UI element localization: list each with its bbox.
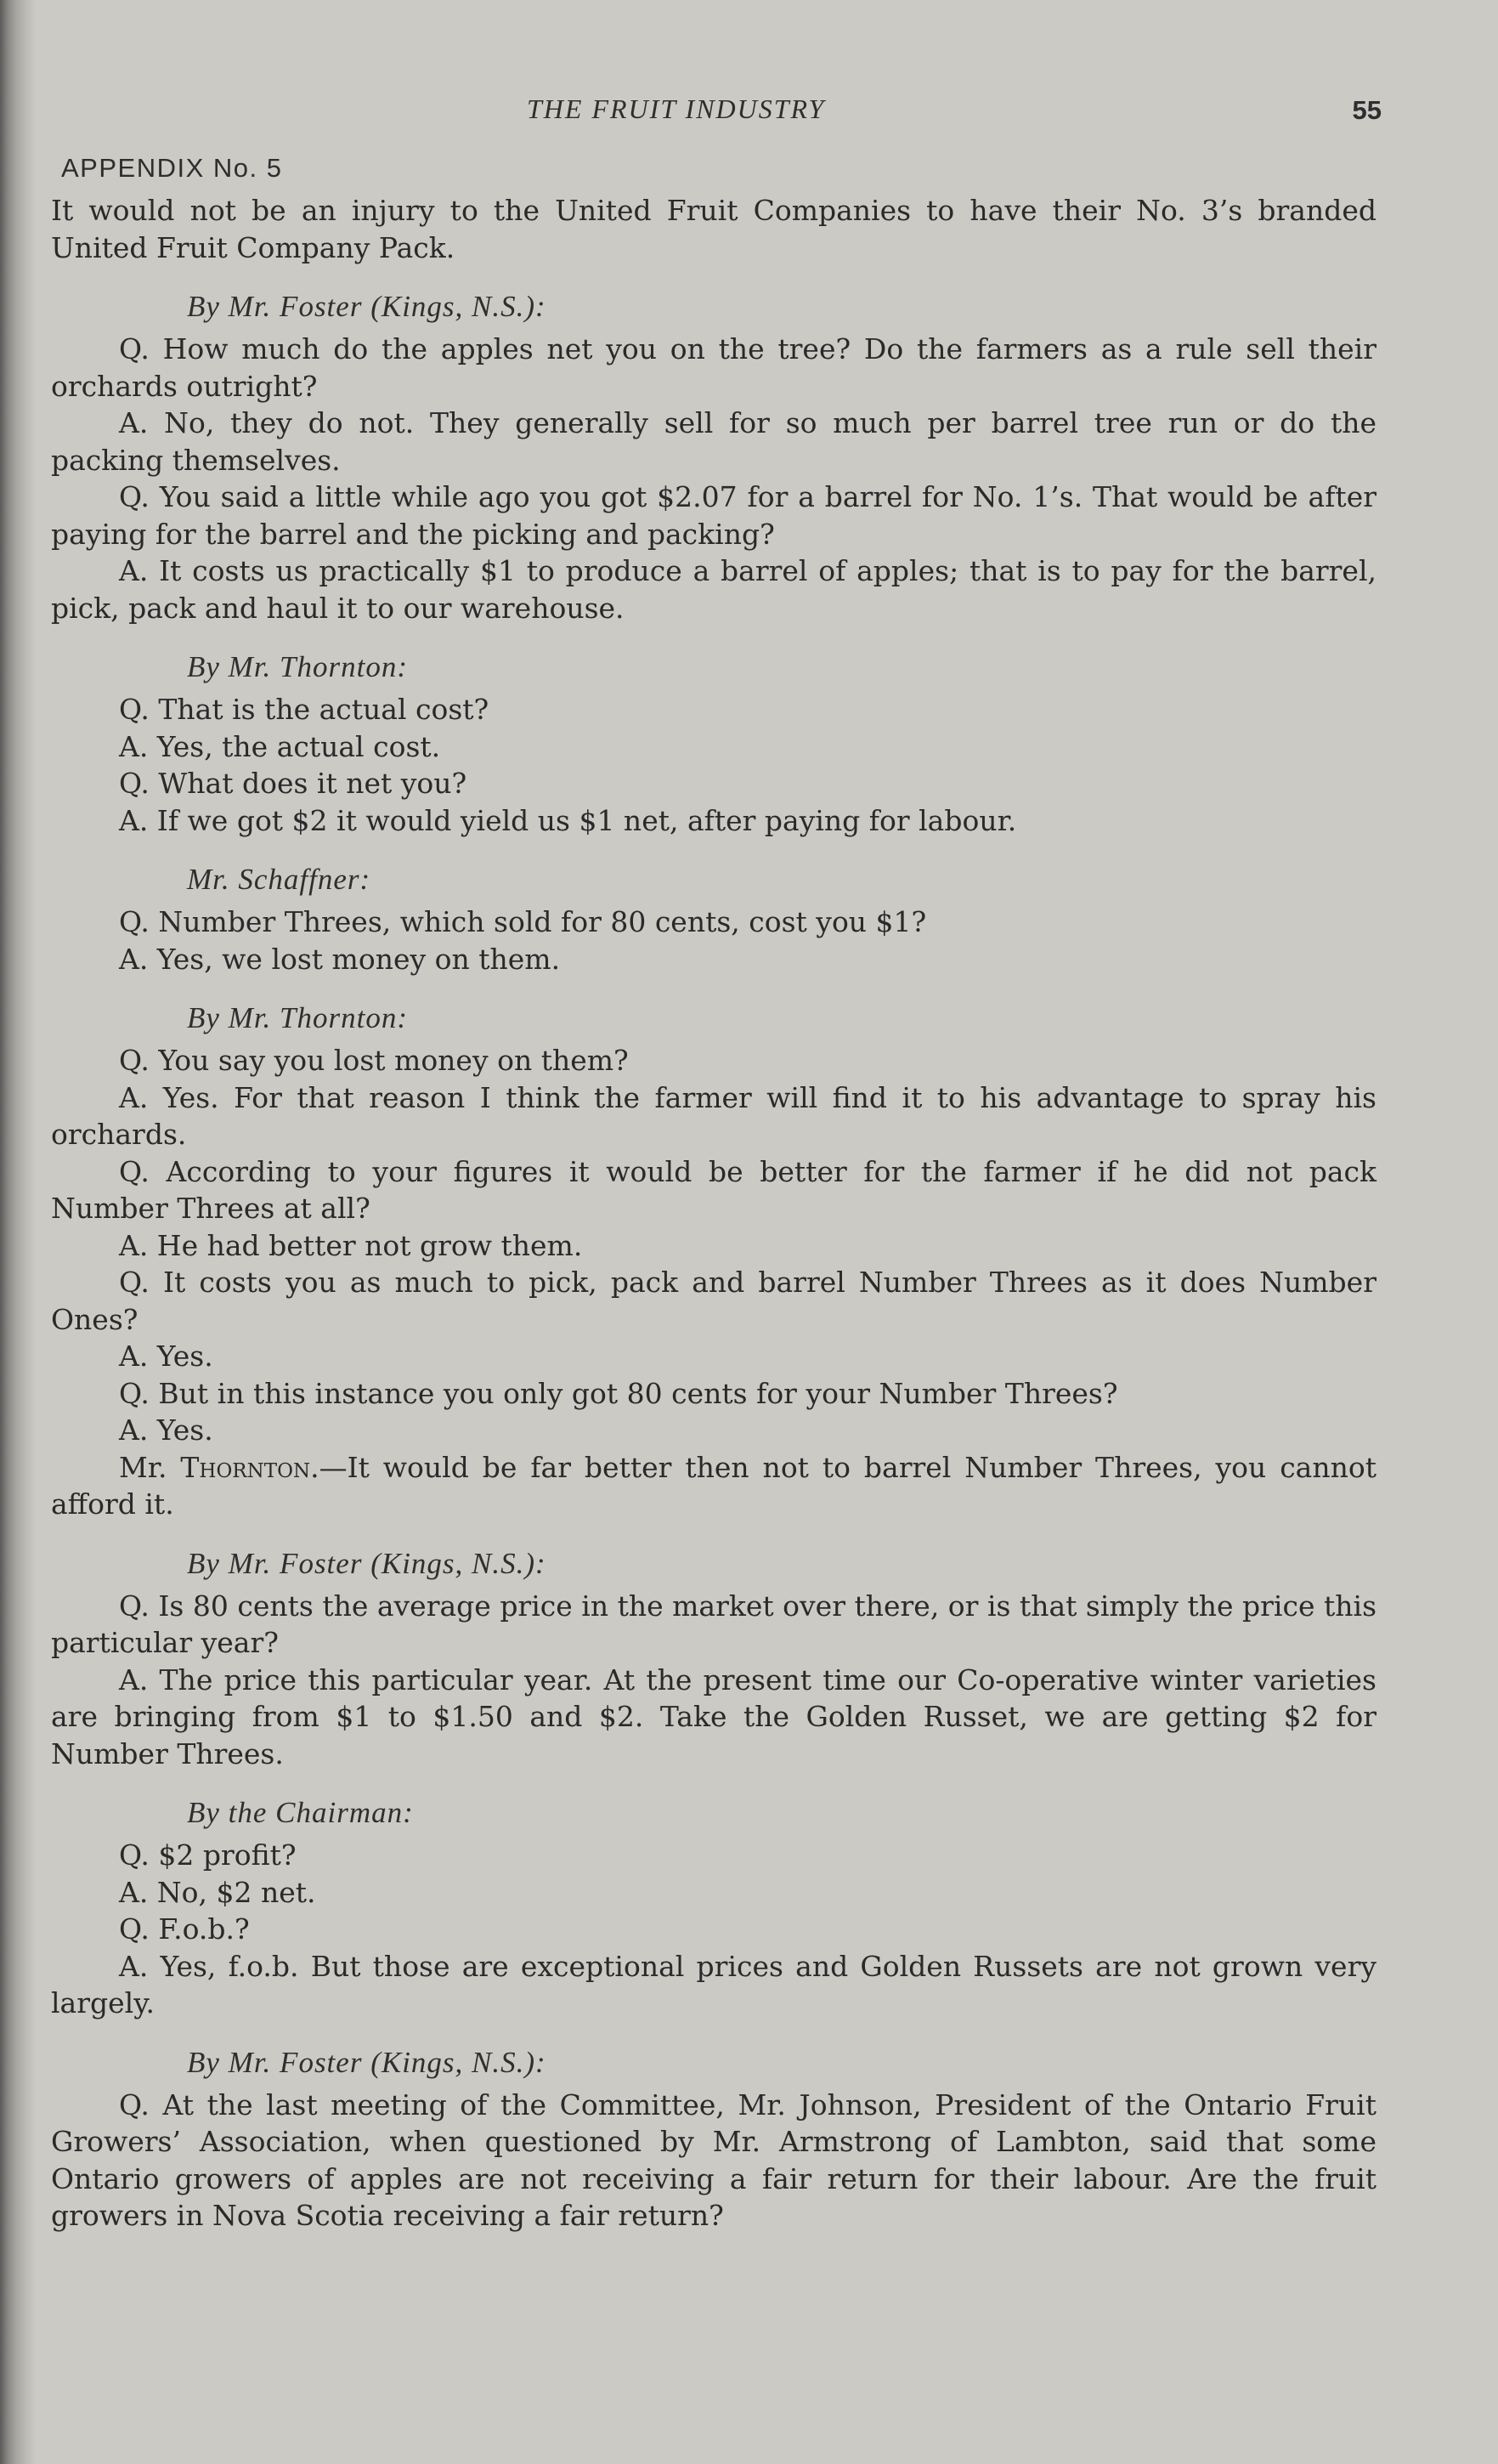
question: Q. It costs you as much to pick, pack and barrel Number Threes as it does Number Ones? bbox=[51, 1266, 1376, 1336]
question: Q. Is 80 cents the average price in the market over there, or is that simply the price this particular year? bbox=[51, 1589, 1376, 1659]
statement-name: Thornton bbox=[180, 1450, 311, 1484]
testimony-block bbox=[51, 1042, 1376, 1523]
answer: A. Yes, the actual cost. bbox=[119, 729, 441, 763]
speaker-heading: By Mr. Foster (Kings, N.S.): bbox=[187, 290, 546, 323]
question: Q. Number Threes, which sold for 80 cents, cost you $1? bbox=[119, 905, 927, 938]
speaker-heading: By Mr. Thornton: bbox=[187, 1001, 409, 1034]
speaker-heading: By the Chairman: bbox=[187, 1796, 414, 1829]
testimony-block bbox=[51, 1837, 1376, 2022]
speaker-heading: By Mr. Foster (Kings, N.S.): bbox=[187, 2045, 546, 2079]
answer: A. Yes. bbox=[119, 1340, 213, 1373]
book-binding-shadow bbox=[0, 0, 36, 2464]
answer: A. No, $2 net. bbox=[119, 1875, 316, 1909]
testimony-block bbox=[51, 331, 1376, 626]
answer: A. Yes, we lost money on them. bbox=[119, 942, 561, 976]
answer: A. Yes. bbox=[119, 1413, 213, 1447]
statement-text: .—It would be far better then not to barrel Number Threes, you cannot afford it. bbox=[51, 1450, 1376, 1521]
question: Q. But in this instance you only got 80 cents for your Number Threes? bbox=[119, 1376, 1118, 1410]
answer: A. It costs us practically $1 to produce a barrel of apples; that is to pay for the barrel, pick, pack and haul it to our warehouse. bbox=[51, 554, 1376, 625]
question: Q. F.o.b.? bbox=[119, 1912, 250, 1946]
answer: A. Yes. For that reason I think the farmer will find it to his advantage to spray his orchards. bbox=[51, 1080, 1376, 1151]
answer: A. If we got $2 it would yield us $1 net, after paying for labour. bbox=[119, 803, 1017, 837]
question: Q. At the last meeting of the Committee, Mr. Johnson, President of the Ontario Fruit Growers’ Association, when questioned by Mr. Armstrong of Lambton, said that some Ontario growers of apples are not receiving a fair return for their labour. Are the fruit growers in Nova Scotia receiving a fair return? bbox=[51, 2087, 1376, 2232]
testimony-block bbox=[51, 903, 1376, 977]
speaker-heading: By Mr. Thornton: bbox=[187, 650, 409, 683]
question: Q. $2 profit? bbox=[119, 1838, 297, 1872]
answer: A. He had better not grow them. bbox=[119, 1228, 583, 1262]
page-number: 55 bbox=[1352, 95, 1382, 125]
document-page bbox=[51, 93, 1382, 2235]
section-intro bbox=[51, 192, 1376, 266]
speaker-heading: By Mr. Foster (Kings, N.S.): bbox=[187, 1546, 546, 1580]
running-title: THE FRUIT INDUSTRY bbox=[527, 93, 826, 124]
statement bbox=[51, 1449, 1376, 1523]
question: Q. You said a little while ago you got $2.07 for a barrel for No. 1’s. That would be after paying for the barrel and the picking and packing? bbox=[51, 480, 1376, 551]
paragraph: It would not be an injury to the United Fruit Companies to have their No. 3’s branded United Fruit Company Pack. bbox=[51, 194, 1376, 264]
question: Q. That is the actual cost? bbox=[119, 693, 489, 726]
answer: A. Yes, f.o.b. But those are exceptional prices and Golden Russets are not grown very largely. bbox=[51, 1949, 1376, 2019]
question: Q. You say you lost money on them? bbox=[119, 1044, 629, 1077]
testimony-block bbox=[51, 2087, 1376, 2235]
running-head bbox=[51, 93, 1382, 144]
answer: A. No, they do not. They generally sell for so much per barrel tree run or do the packing themselves. bbox=[51, 406, 1376, 477]
statement-prefix: Mr. bbox=[119, 1450, 167, 1484]
testimony-block bbox=[51, 691, 1376, 839]
testimony-block bbox=[51, 1588, 1376, 1773]
question: Q. What does it net you? bbox=[119, 767, 467, 800]
appendix-label: APPENDIX No. 5 bbox=[61, 153, 283, 183]
question: Q. According to your figures it would be better for the farmer if he did not pack Number Threes at all? bbox=[51, 1154, 1376, 1225]
speaker-heading: Mr. Schaffner: bbox=[187, 863, 371, 896]
answer: A. The price this particular year. At the present time our Co-operative winter varieties are bringing from $1 to $1.50 and $2. Take the Golden Russet, we are getting $2 for Number Threes. bbox=[51, 1662, 1376, 1770]
question: Q. How much do the apples net you on the tree? Do the farmers as a rule sell their orchards outright? bbox=[51, 332, 1376, 403]
